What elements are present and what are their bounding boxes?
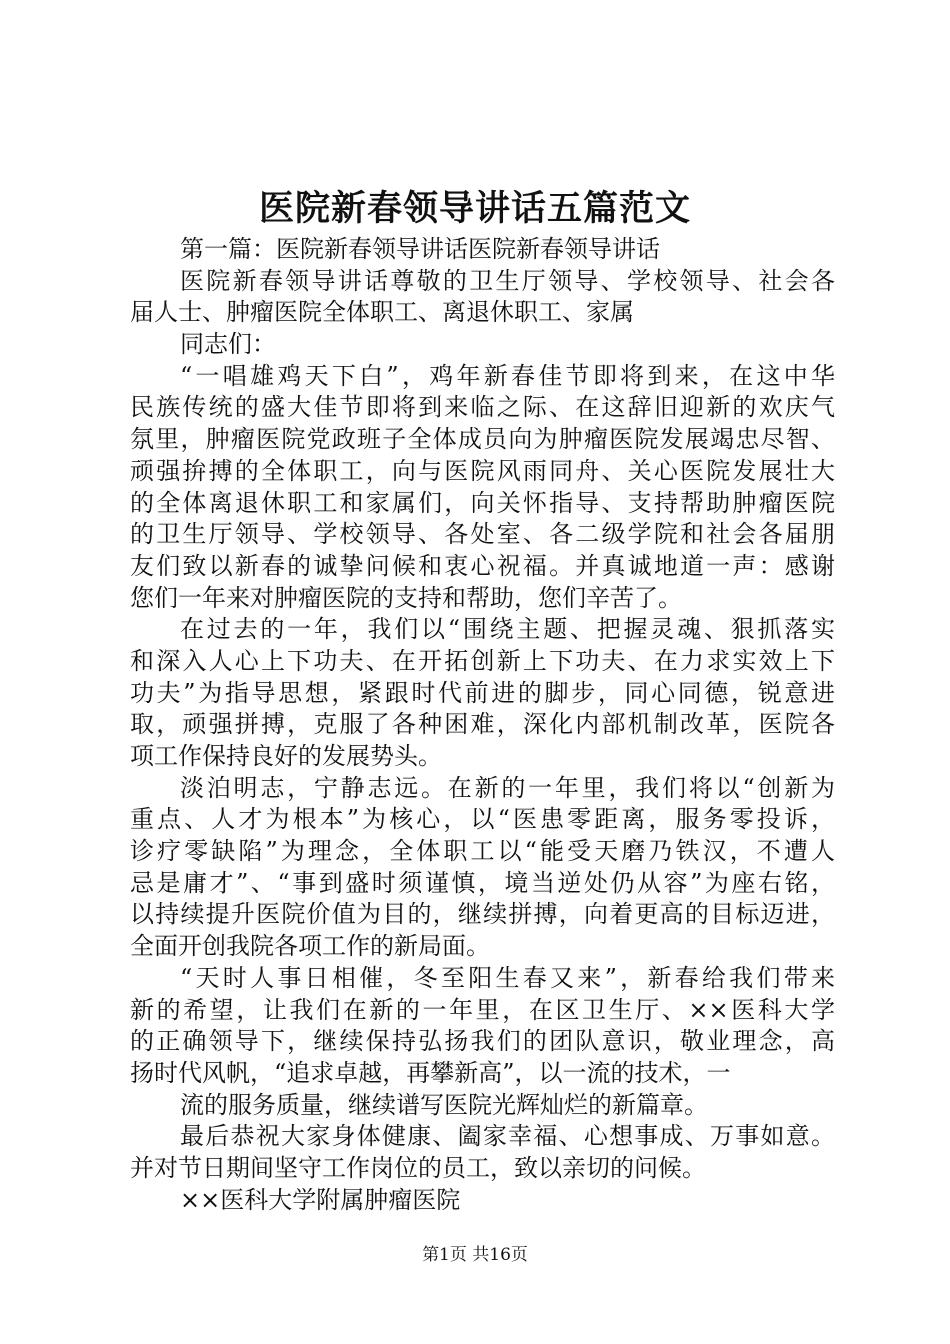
text-line: “一唱雄鸡天下白”，鸡年新春佳节即将到来，在这中华 bbox=[180, 361, 835, 390]
text-line: 流的服务质量，继续谱写医院光辉灿烂的新篇章。 bbox=[180, 1090, 708, 1119]
document-title: 医院新春领导讲话五篇范文 bbox=[258, 188, 691, 229]
text-line: 忌是庸才”、“事到盛时须谨慎，境当逆处仍从容”为座右铭， bbox=[130, 868, 835, 897]
text-line: 在过去的一年，我们以“围绕主题、把握灵魂、狠抓落实 bbox=[180, 615, 835, 644]
text-line: ××医科大学附属肿瘤医院 bbox=[180, 1185, 461, 1214]
text-line: 重点、人才为根本”为核心，以“医患零距离，服务零投诉， bbox=[130, 805, 835, 834]
document-body bbox=[130, 234, 835, 1216]
text-line: 您们一年来对肿瘤医院的支持和帮助，您们辛苦了。 bbox=[130, 583, 682, 612]
text-line: 项工作保持良好的发展势头。 bbox=[130, 742, 442, 770]
text-line: 的卫生厅领导、学校领导、各处室、各二级学院和社会各届朋 bbox=[130, 520, 835, 549]
text-line: 的正确领导下，继续保持弘扬我们的团队意识，敬业理念，高 bbox=[130, 1027, 835, 1056]
text-line: 顽强拚搏的全体职工，向与医院风雨同舟、关心医院发展壮大 bbox=[130, 456, 835, 485]
text-line: 以持续提升医院价值为目的，继续拼搏，向着更高的目标迈进， bbox=[130, 900, 835, 929]
text-line: 全面开创我院各项工作的新局面。 bbox=[130, 932, 490, 961]
text-line: 淡泊明志，宁静志远。在新的一年里，我们将以“创新为 bbox=[180, 773, 835, 802]
text-line: 最后恭祝大家身体健康、阖家幸福、心想事成、万事如意。 bbox=[180, 1122, 835, 1151]
text-line: 第一篇：医院新春领导讲话医院新春领导讲话 bbox=[180, 235, 660, 263]
page-footer: 第1页 共16页 bbox=[422, 1245, 528, 1265]
text-line: 新的希望，让我们在新的一年里，在区卫生厅、××医科大学 bbox=[130, 995, 835, 1024]
text-line: “天时人事日相催，冬至阳生春又来”，新春给我们带来 bbox=[180, 963, 835, 992]
text-line: 氛里，肿瘤医院党政班子全体成员向为肿瘤医院发展竭忠尽智、 bbox=[130, 425, 835, 454]
text-line: 诊疗零缺陷”为理念，全体职工以“能受天磨乃铁汉，不遭人 bbox=[130, 837, 835, 866]
text-line: 届人士、肿瘤医院全体职工、离退休职工、家属 bbox=[130, 298, 634, 327]
text-line: 友们致以新春的诚挚问候和衷心祝福。并真诚地道一声：感谢 bbox=[130, 551, 835, 580]
text-line: 扬时代风帆，“追求卓越，再攀新高”，以一流的技术，一 bbox=[130, 1058, 731, 1087]
text-line: 医院新春领导讲话尊敬的卫生厅领导、学校领导、社会各 bbox=[180, 266, 835, 295]
text-line: 并对节日期间坚守工作岗位的员工，致以亲切的问候。 bbox=[130, 1153, 706, 1182]
text-line: 和深入人心上下功夫、在开拓创新上下功夫、在力求实效上下 bbox=[130, 646, 835, 675]
text-line: 功夫”为指导思想，紧跟时代前进的脚步，同心同德，锐意进 bbox=[130, 678, 835, 707]
text-line: 同志们： bbox=[180, 330, 276, 359]
text-line: 取，顽强拼搏，克服了各种困难，深化内部机制改革，医院各 bbox=[130, 710, 835, 739]
text-line: 的全体离退休职工和家属们，向关怀指导、支持帮助肿瘤医院 bbox=[130, 488, 835, 517]
text-line: 民族传统的盛大佳节即将到来临之际、在这辞旧迎新的欢庆气 bbox=[130, 393, 835, 422]
